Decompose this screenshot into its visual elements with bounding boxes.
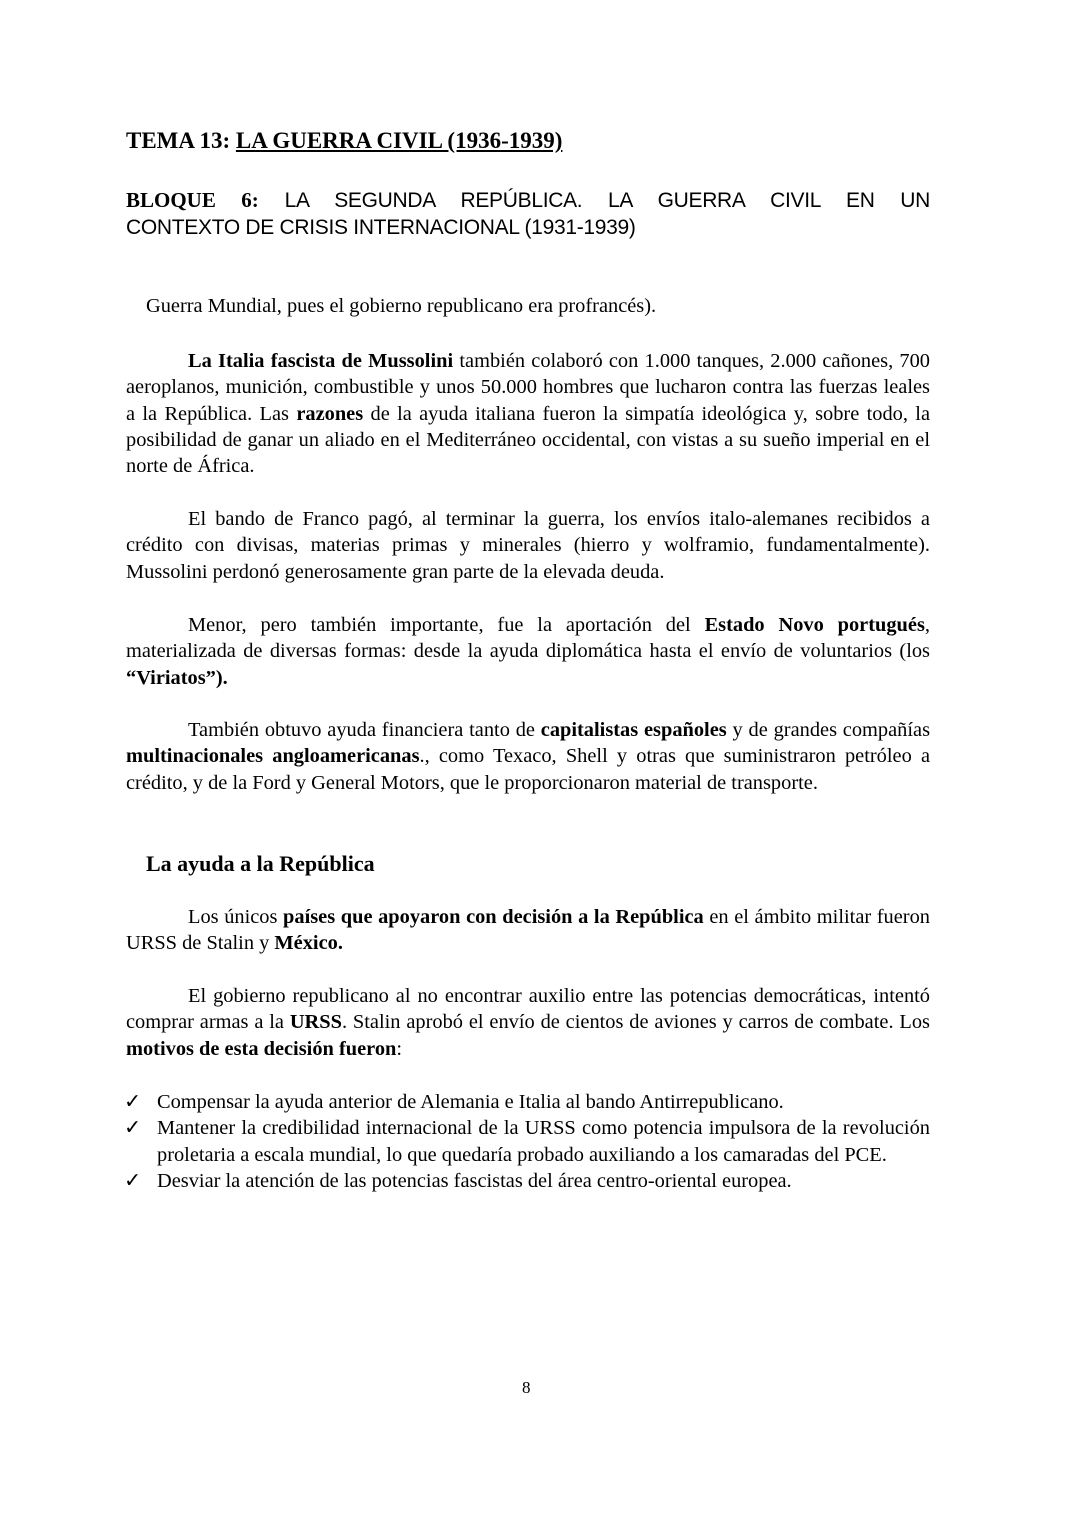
- bloque-label: BLOQUE 6:: [126, 188, 259, 212]
- continuation-line: Guerra Mundial, pues el gobierno republicano era profrancés).: [146, 295, 657, 317]
- list-item: ✓ Desviar la atención de las potencias fascistas del área centro-oriental europea.: [124, 1168, 930, 1194]
- tema-title: [126, 128, 562, 154]
- checkmark-icon: ✓: [124, 1091, 142, 1113]
- paragraph-pago: El bando de Franco pagó, al terminar la guerra, los envíos italo-alemanes recibidos a crédito con divisas, materias primas y minerales (hierro y wolframio, fundamentalmente). Mussolini perdonó generosamente gran parte de la elevada deuda.: [126, 508, 930, 583]
- paragraph-financiera: También obtuvo ayuda financiera tanto de capitalistas españoles y de grandes compañías multinacionales angloamericanas., como Texaco, Shell y otras que suministraron petróleo a crédito, y de la Ford y General Motors, que le proporcionaron material de transporte.: [126, 719, 931, 794]
- bloque-heading-line1: [126, 186, 930, 215]
- checkmark-icon: ✓: [124, 1117, 142, 1140]
- list-item: ✓ Mantener la credibilidad internacional de la URSS como potencia impulsora de la revolución proletaria a escala mundial, lo que quedaría probado auxiliando a los camaradas del PCE.: [124, 1117, 930, 1166]
- paragraph-paises: Los únicos países que apoyaron con decisión a la República en el ámbito militar fueron URSS de Stalin y México.: [126, 906, 930, 955]
- tema-prefix: TEMA 13:: [126, 128, 236, 153]
- paragraph-italia: La Italia fascista de Mussolini también colaboró con 1.000 tanques, 2.000 cañones, 700 aeroplanos, munición, combustible y unos 50.000 hombres que lucharon contra las fuerzas leales a la República. Las razones de la ayuda italiana fueron la simpatía ideológica y, sobre todo, la posibilidad de ganar un aliado en el Mediterráneo occidental, con vistas a su sueño imperial en el norte de África.: [126, 350, 930, 478]
- paragraph-urss: El gobierno republicano al no encontrar auxilio entre las potencias democráticas, intentó comprar armas a la URSS. Stalin aprobó el envío de cientos de aviones y carros de combate. Los motivos de esta decisión fueron:: [126, 985, 930, 1060]
- bloque-heading-line2: CONTEXTO DE CRISIS INTERNACIONAL (1931-1939): [126, 216, 636, 239]
- paragraph-portugal: Menor, pero también importante, fue la aportación del Estado Novo portugués, materializada de diversas formas: desde la ayuda diplomática hasta el envío de voluntarios (los “Viriatos”).: [126, 614, 930, 689]
- motivos-list: [124, 1089, 930, 1194]
- checkmark-icon: ✓: [124, 1169, 142, 1192]
- page-number: 8: [522, 1378, 531, 1397]
- section-title: La ayuda a la República: [146, 851, 375, 876]
- tema-title-underlined: LA GUERRA CIVIL (1936-1939): [235, 128, 563, 153]
- bloque-title-line1: LA SEGUNDA REPÚBLICA. LA GUERRA CIVIL EN UN: [284, 189, 931, 212]
- list-item: ✓ Compensar la ayuda anterior de Alemania e Italia al bando Antirrepublicano.: [124, 1089, 930, 1115]
